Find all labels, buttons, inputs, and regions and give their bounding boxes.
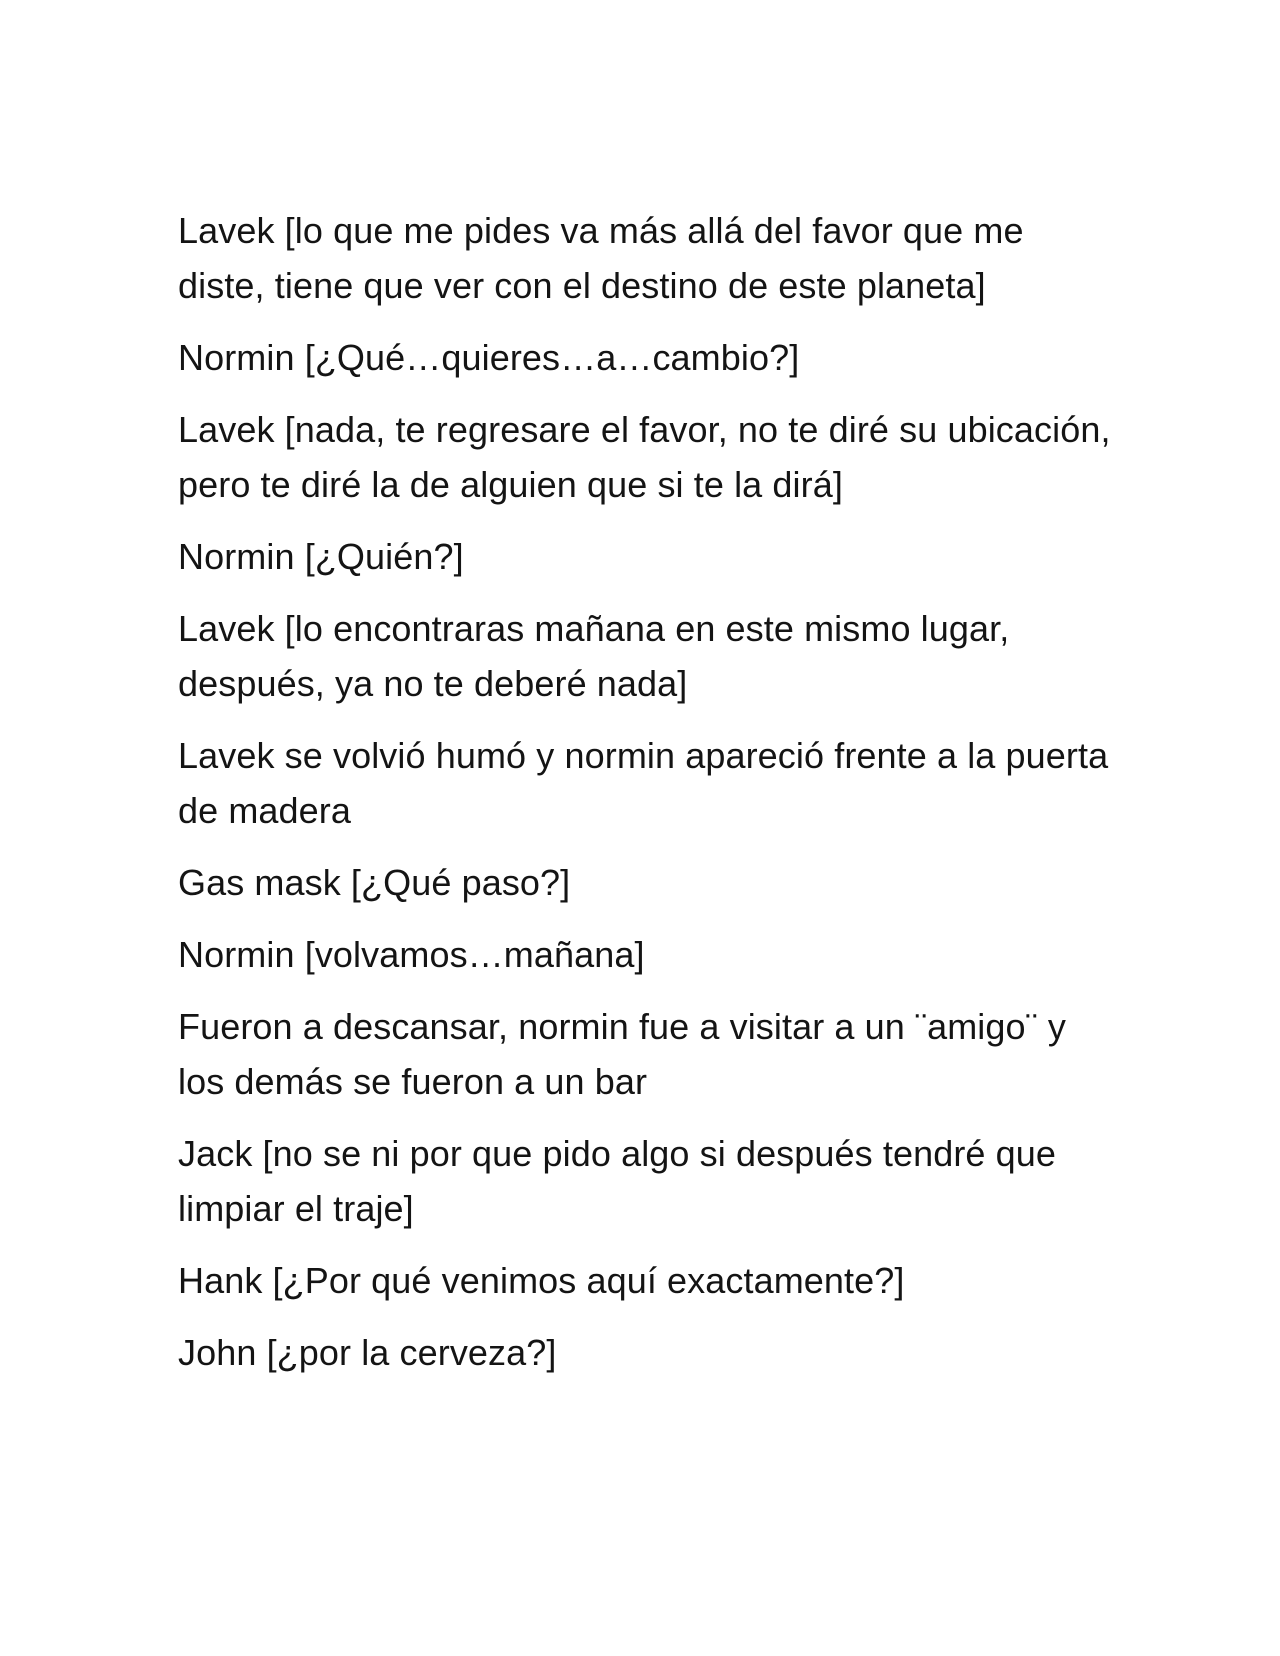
- paragraph: Jack [no se ni por que pido algo si después tendré que limpiar el traje]: [178, 1133, 1056, 1229]
- paragraph: Lavek [nada, te regresare el favor, no te diré su ubicación, pero te diré la de alguien que si te la dirá]: [178, 409, 1111, 505]
- paragraph: Normin [¿Quién?]: [178, 536, 464, 577]
- paragraph: Normin [volvamos…mañana]: [178, 934, 645, 975]
- paragraph: Hank [¿Por qué venimos aquí exactamente?]: [178, 1260, 905, 1301]
- paragraph: Fueron a descansar, normin fue a visitar a un ¨amigo¨ y los demás se fueron a un bar: [178, 1006, 1066, 1102]
- document-body: [178, 203, 1118, 1397]
- paragraph: Lavek [lo encontraras mañana en este mismo lugar, después, ya no te deberé nada]: [178, 608, 1010, 704]
- paragraph: Normin [¿Qué…quieres…a…cambio?]: [178, 337, 800, 378]
- paragraph: Gas mask [¿Qué paso?]: [178, 862, 571, 903]
- paragraph: John [¿por la cerveza?]: [178, 1332, 557, 1373]
- paragraph: Lavek [lo que me pides va más allá del favor que me diste, tiene que ver con el destino de este planeta]: [178, 210, 1024, 306]
- paragraph: Lavek se volvió humó y normin apareció frente a la puerta de madera: [178, 735, 1109, 831]
